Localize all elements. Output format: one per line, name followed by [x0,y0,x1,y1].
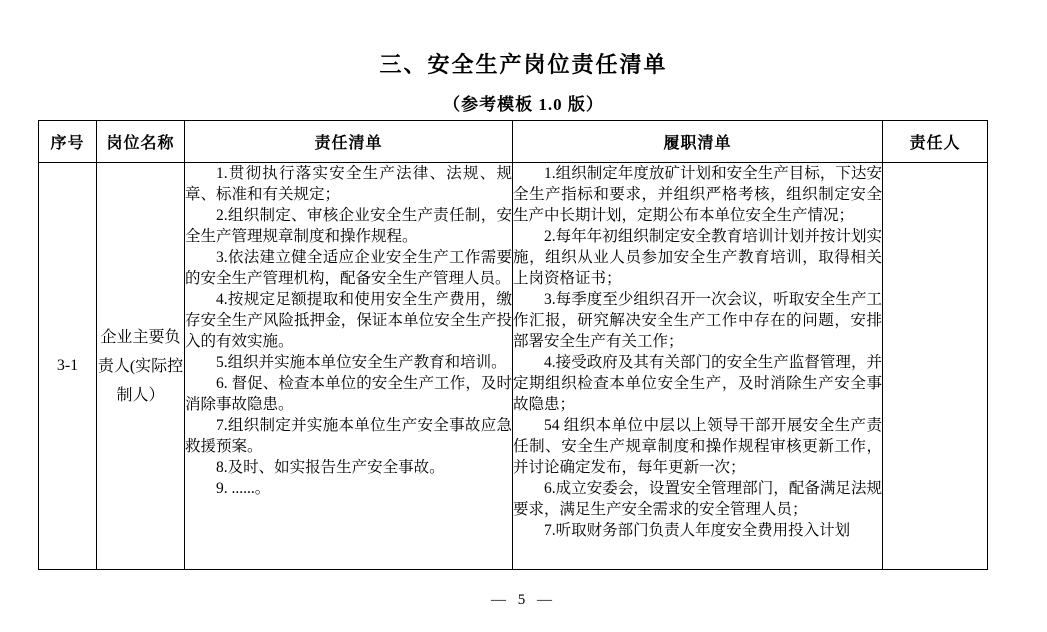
table-row [39,163,988,570]
list-paragraph: 9. ......。 [216,480,271,497]
cell-duty-list [513,163,883,570]
list-paragraph: 7.听取财务部门负责人年度安全费用投入计划 [544,522,851,539]
list-paragraph: 2.每年年初组织制定安全教育培训计划并按计划实施，组织从业人员参加安全生产教育培训，取得相关上岗资格证书； [513,228,882,287]
col-header-responsible-person: 责任人 [883,121,988,163]
cell-responsibility-list [185,163,513,570]
list-paragraph: 1.组织制定年度放矿计划和安全生产目标，下达安全生产指标和要求，并组织严格考核，组织制定安全生产中长期计划，定期公布本单位安全生产情况； [513,165,882,224]
list-paragraph: 4.按规定足额提取和使用安全生产费用，缴存安全生产风险抵押金，保证本单位安全生产投入的有效实施。 [185,291,512,350]
col-header-serial: 序号 [39,121,97,163]
page-number: — 5 — [491,592,556,608]
list-paragraph: 3.依法建立健全适应企业安全生产工作需要的安全生产管理机构，配备安全生产管理人员。 [185,249,512,287]
list-paragraph: 7.组织制定并实施本单位生产安全事故应急救援预案。 [185,417,512,455]
table-header-row [39,121,988,163]
cell-responsible-person [883,163,988,570]
list-paragraph: 2.组织制定、审核企业安全生产责任制，安全生产管理规章制度和操作规程。 [185,207,512,245]
list-paragraph: 6. 督促、检查本单位的安全生产工作，及时消除事故隐患。 [185,375,512,413]
list-paragraph: 3.每季度至少组织召开一次会议，听取安全生产工作汇报，研究解决安全生产工作中存在的问题，安排部署安全生产有关工作； [513,291,882,350]
list-paragraph: 54 组织本单位中层以上领导干部开展安全生产责任制、安全生产规章制度和操作规程审核更新工作，并讨论确定发布，每年更新一次； [513,417,882,476]
list-paragraph: 6.成立安委会，设置安全管理部门，配备满足法规要求，满足生产安全需求的安全管理人员； [513,480,882,518]
list-paragraph: 8.及时、如实报告生产安全事故。 [216,459,445,476]
col-header-duty-list: 履职清单 [513,121,883,163]
col-header-responsibility-list: 责任清单 [185,121,513,163]
list-paragraph: 1.贯彻执行落实安全生产法律、法规、规章、标准和有关规定； [185,165,512,203]
responsibility-table [38,120,988,570]
col-header-position: 岗位名称 [97,121,185,163]
list-paragraph: 4.接受政府及其有关部门的安全生产监督管理，并定期组织检查本单位安全生产，及时消除生产安全事故隐患； [513,354,882,413]
list-paragraph: 5.组织并实施本单位安全生产教育和培训。 [216,354,507,371]
page-subtitle: （参考模板 1.0 版） [443,95,604,114]
cell-position: 企业主要负责人(实际控制人） [97,163,185,570]
page-title: 三、安全生产岗位责任清单 [379,52,668,77]
cell-serial: 3-1 [39,163,97,570]
